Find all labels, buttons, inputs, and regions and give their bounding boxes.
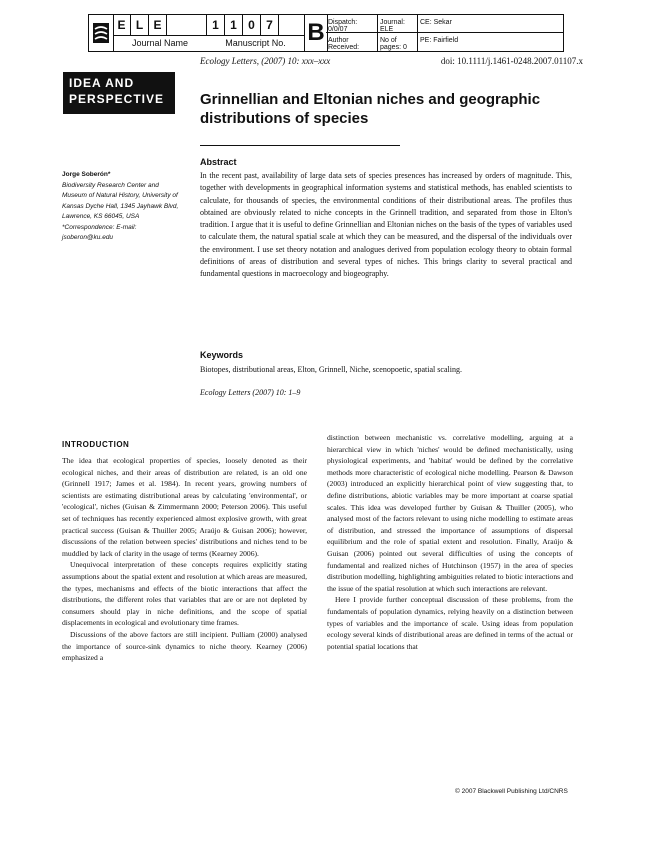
info-editor: CE: Sekar <box>420 19 452 26</box>
info-value: Journal: ELE <box>378 15 418 32</box>
info-editor: PE: Fairfield <box>420 37 459 44</box>
cell-gap <box>167 15 207 35</box>
manuscript-digit: 7 <box>261 15 279 35</box>
article-title: Grinnellian and Eltonian niches and geographic distributions of species <box>200 91 541 127</box>
journal-name-label: Journal Name <box>113 35 207 51</box>
proof-letter: B <box>304 15 328 51</box>
info-row <box>326 15 563 33</box>
logo-icon <box>92 21 110 45</box>
manuscript-no-label: Manuscript No. <box>207 35 304 51</box>
copyright-footer: © 2007 Blackwell Publishing Ltd/CNRS <box>455 788 568 795</box>
manuscript-digit: 1 <box>207 15 225 35</box>
correspondence: *Correspondence: E-mail: jsoberon@ku.edu <box>62 223 137 241</box>
info-row <box>326 33 563 51</box>
paragraph: Discussions of the above factors are still incipient. Pulliam (2000) analysed the importance of source-sink dynamics to niche theory. Kearney (2006) emphasized a <box>62 629 307 663</box>
manuscript-digit: 1 <box>225 15 243 35</box>
author-name: Jorge Soberón* <box>62 171 111 178</box>
manuscript-digit: 0 <box>243 15 261 35</box>
section-label-line1: IDEA AND <box>69 76 135 90</box>
info-key: Dispatch: 0/0/07 <box>326 15 378 32</box>
title-rule <box>200 145 400 146</box>
info-key: Author Received: <box>326 33 378 51</box>
journal-letter: E <box>149 15 167 35</box>
keywords-heading: Keywords <box>200 350 244 360</box>
abstract-text: In the recent past, availability of large data sets of species presences has increased by orders of magnitude. This, together with developments in geographical information systems and statistical methods, has enabled scientists to calculate, for thousands of species, the environmental conditions of their distributional areas. The profiles thus obtained are obviously related to niche concepts in the Grinnell tradition, and separated from those in Elton's tradition. I argue that it is useful to define Grinnellian and Eltonian niches on the basis of the types of variables used to calculate them, the natural spatial scale at which they can be measured, and the dispersal of the individuals over the environment. I use set theory notation and analogues derived from population ecology theory to obtain formal definitions of areas of distribution and several types of niches. This brings clarity to several practical and fundamental questions in macroecology and biogeography. <box>200 171 572 279</box>
info-value: No of pages: 0 <box>378 33 418 51</box>
abstract-heading: Abstract <box>200 157 237 167</box>
left-column <box>62 455 307 664</box>
journal-line: Ecology Letters, (2007) 10: xxx–xxx <box>200 56 331 66</box>
paragraph: The idea that ecological properties of species, loosely denoted as their ecological niches, and their areas of distribution are related, is an old one (Grinnell 1917; James et al. 1984). In recent years, growing numbers of scientists are estimating distributional areas by calculating 'environmental', or 'ecological', niches (Guisan & Zimmermann 2000; Peterson 2006). This useful set of techniques has recently experienced almost explosive growth, with great practical success (Guisan & Thuiller 2005; Araújo & Guisan 2006); however, discussions of the relation between species' distributions and niches tend to be muddled by lack of clarity in the usage of terms (Kearney 2006). <box>62 456 307 558</box>
right-column <box>327 432 573 652</box>
paragraph: Unequivocal interpretation of these concepts requires explicitly stating assumptions about the spatial extent and resolution at which areas are measured, the types, mechanisms and effects of the biotic interactions that affect the distributions, the different roles that variables that are or are not depleted by consumers should play in niche definitions, and the scope of spatial displacements in ecological and evolutionary time frames. <box>62 560 307 628</box>
manuscript-header <box>88 14 564 52</box>
publisher-logo <box>89 15 114 51</box>
dispatch-info <box>326 15 563 51</box>
paragraph: distinction between mechanistic vs. correlative modelling, arguing at a hierarchical view in which 'niches' would be defined mechanistically, using physiological experiments, and 'habitat' would be defined by the correlative methods more characteristic of ecological niche modelling. Pearson & Dawson (2003) introduced an explicitly hierarchical point of view suggesting that, to define distributions, abiotic variables may be more important at coarse spatial scales. This idea was developed further by Guisan & Thuiller (2005), who analysed most of the factors relevant to using niche modelling to estimate areas of distribution, and stressed the importance of assumptions of dispersal equilibrium and the role of spatial extent and resolution. Finally, Araújo & Guisan (2006) pointed out several difficulties of using the concepts of fundamental and realized niches of Hutchinson (1957) in the area of species distribution modelling, highlighting ambiguities related to biotic interactions and the issue of the spatial resolution at which such interactions are relevant. <box>327 433 573 593</box>
author-affiliation: Biodiversity Research Center and Museum of Natural History, University of Kansas Dyche Hall, 1345 Jayhawk Blvd, Lawrence, KS 66045, USA <box>62 181 179 220</box>
introduction-heading: INTRODUCTION <box>62 440 130 449</box>
section-label-line2: PERSPECTIVE <box>69 92 165 106</box>
author-block <box>62 170 182 244</box>
journal-letter: E <box>113 15 131 35</box>
paragraph: Here I provide further conceptual discussion of these problems, from the fundamentals of population dynamics, relying heavily on a distinction between types of variables and the importance of scale. Using ideas from population ecology several kinds of distributional areas are defined in terms of the actual or potential spatial locations that <box>327 595 573 651</box>
section-label <box>63 72 175 114</box>
keywords-text: Biotopes, distributional areas, Elton, Grinnell, Niche, scenopoetic, spatial scaling. <box>200 365 462 374</box>
citation: Ecology Letters (2007) 10: 1–9 <box>200 388 301 397</box>
journal-code-cells <box>113 15 279 35</box>
journal-letter: L <box>131 15 149 35</box>
doi: doi: 10.1111/j.1461-0248.2007.01107.x <box>440 56 583 66</box>
